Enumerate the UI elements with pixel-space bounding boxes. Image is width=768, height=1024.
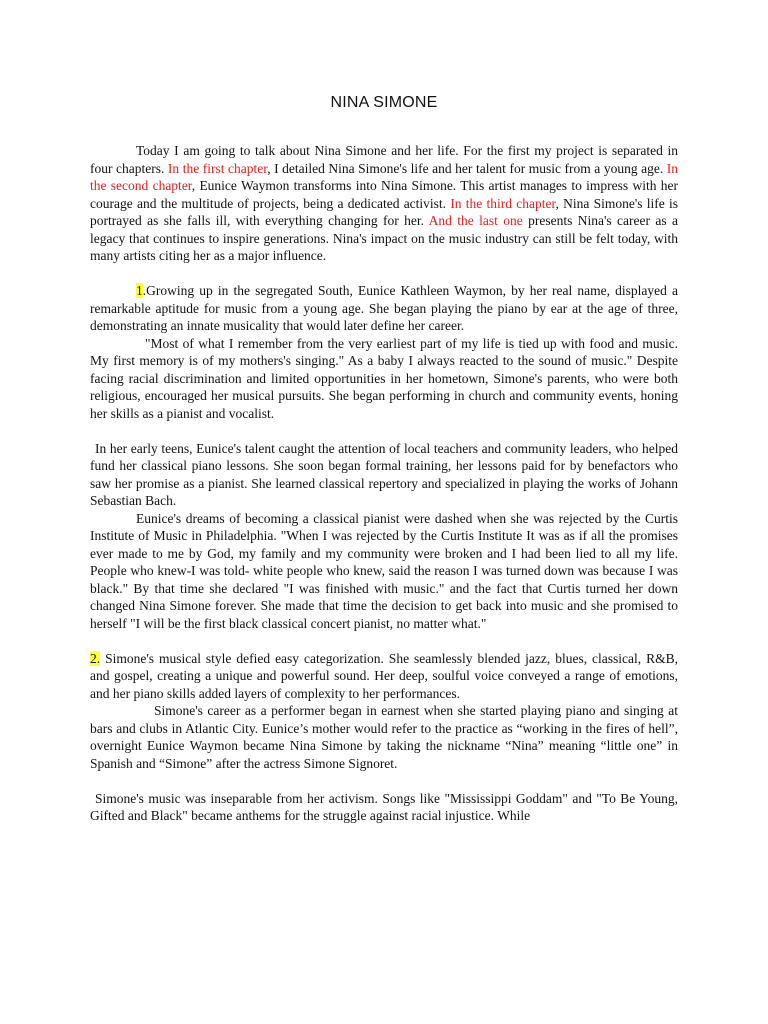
section2-paragraph-2: Simone's career as a performer began in earnest when she started playing piano and singing at bars and clubs in Atlantic City. Eunice’s mother would refer to the practice as “working in the fires of hell”, overnight Eunice Waymon became Nina Simone by taking the nickname “Nina” meaning “little one” in Spanish and “Simone” after the actress Simone Signoret. [90,703,678,771]
intro-text-3: , Eunice Waymon transforms into Nina Simone. This artist manages to impress with her courage and the multitude of projects, being a dedicated activist. [90,178,678,211]
section1-paragraph-3: In her early teens, Eunice's talent caught the attention of local teachers and community leaders, who helped fund her classical piano lessons. She soon began formal training, her lessons paid for by benefactors who saw her promise as a pianist. She learned classical repertory and specialized in playing the works of Johann Sebastian Bach. [90,440,678,508]
chapter-ref-4: And the last one [428,213,523,228]
chapter-ref-1: In the first chapter [167,160,268,176]
intro-text-2: , I detailed Nina Simone's life and her talent for music from a young age. [267,160,667,176]
section1-text-1: .Growing up in the segregated South, Eunice Kathleen Waymon, by her real name, displayed a remarkable aptitude for music from a young age. She began playing the piano by ear at the age of three, demonstrating an innate musicality that would later define her career. [90,283,678,333]
section1-paragraph-2: "Most of what I remember from the very earliest part of my life is tied up with food and music. My first memory is of my mothers's singing." As a baby I always reacted to the sound of music." Despite facing racial discrimination and limited opportunities in her hometown, Simone's parents, who were both religious, encouraged her musical pursuits. She began performing in church and community events, honing her skills as a pianist and vocalist. [90,335,678,421]
section1-paragraph-1 [90,282,678,335]
intro-paragraph [90,142,678,265]
document-body [90,142,678,825]
section2-paragraph-3: Simone's music was inseparable from her activism. Songs like "Mississippi Goddam" and "To Be Young, Gifted and Black" became anthems for the struggle against racial injustice. While [90,790,678,823]
intro-text-1: Today I am going to talk about Nina Simone and her life. For the first my project is separated in four chapters. [90,143,678,176]
section1-paragraph-4: Eunice's dreams of becoming a classical pianist were dashed when she was rejected by the Curtis Institute of Music in Philadelphia. "When I was rejected by the Curtis Institute It was as if all the promises ever made to me by God, my family and my community were broken and I had been lied to all my life. People who knew-I was told- white people who knew, said the reason I was turned down was because I was black." By that time she declared "I was finished with music." and the fact that Curtis turned her down changed Nina Simone forever. She made that time the decision to get back into music and she promised to herself "I will be the first black classical concert pianist, no matter what." [90,510,678,631]
document-title: NINA SIMONE [330,94,438,111]
intro-text-5: presents Nina's career as a legacy that continues to inspire generations. Nina's impact on the music industry can still be felt today, with many artists citing her as a major influence. [90,213,678,263]
section1-marker: 1 [136,283,143,298]
chapter-ref-3: In the third chapter [450,195,556,211]
section2-text-1: Simone's musical style defied easy categorization. She seamlessly blended jazz, blues, classical, R&B, and gospel, creating a unique and powerful sound. Her deep, soulful voice conveyed a range of emotions, and her piano skills added layers of complexity to her performances. [90,650,678,701]
intro-text-4: , Nina Simone's life is portrayed as she falls ill, with everything changing for her. [90,195,678,228]
section2-paragraph-1 [90,650,678,703]
section2-marker: 2. [90,650,101,666]
chapter-ref-2: In the second chapter [90,160,678,193]
